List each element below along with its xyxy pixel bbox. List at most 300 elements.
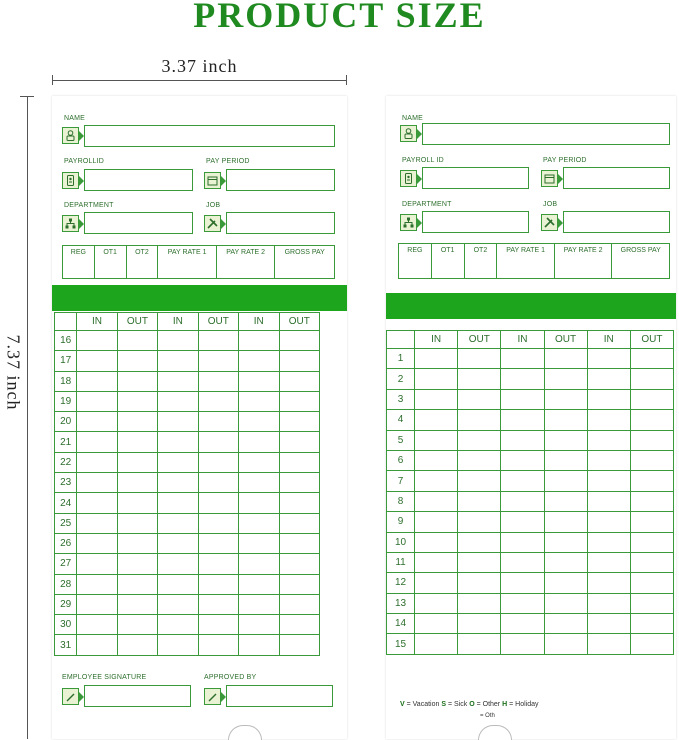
time-cell[interactable] bbox=[544, 532, 587, 552]
department-label: DEPARTMENT bbox=[402, 201, 452, 208]
table-row bbox=[387, 450, 674, 470]
time-cell[interactable] bbox=[279, 574, 319, 594]
time-cell[interactable] bbox=[198, 513, 238, 533]
pay-col-ot2: OT2 bbox=[127, 246, 159, 278]
time-cell[interactable] bbox=[198, 574, 238, 594]
time-cell[interactable] bbox=[501, 430, 544, 450]
time-col-header: IN bbox=[501, 331, 544, 349]
time-grid-right bbox=[386, 330, 674, 655]
time-cell[interactable] bbox=[415, 349, 458, 369]
pay-summary-table bbox=[62, 245, 335, 279]
card-notch bbox=[478, 725, 512, 740]
time-cell[interactable] bbox=[587, 430, 630, 450]
time-cell[interactable] bbox=[630, 573, 673, 593]
grid-corner bbox=[55, 313, 77, 331]
legend-o-key: O bbox=[469, 701, 475, 708]
time-cell[interactable] bbox=[117, 493, 157, 513]
time-cell[interactable] bbox=[279, 391, 319, 411]
time-cell[interactable] bbox=[501, 369, 544, 389]
day-number: 3 bbox=[387, 389, 415, 409]
table-row bbox=[55, 412, 320, 432]
time-cell[interactable] bbox=[458, 389, 501, 409]
time-cell[interactable] bbox=[239, 615, 279, 635]
table-row bbox=[55, 635, 320, 655]
time-cell[interactable] bbox=[630, 491, 673, 511]
table-row bbox=[387, 349, 674, 369]
name-field[interactable] bbox=[422, 123, 670, 145]
time-cell[interactable] bbox=[630, 532, 673, 552]
time-card-left bbox=[52, 96, 347, 739]
time-grid-left bbox=[54, 312, 320, 656]
table-row bbox=[387, 573, 674, 593]
time-cell[interactable] bbox=[239, 391, 279, 411]
time-cell[interactable] bbox=[158, 594, 198, 614]
time-cell[interactable] bbox=[415, 532, 458, 552]
time-cell[interactable] bbox=[587, 552, 630, 572]
time-cell[interactable] bbox=[544, 471, 587, 491]
table-row bbox=[55, 554, 320, 574]
time-cell[interactable] bbox=[458, 512, 501, 532]
time-cell[interactable] bbox=[117, 331, 157, 351]
time-cell[interactable] bbox=[158, 513, 198, 533]
time-cell[interactable] bbox=[158, 391, 198, 411]
time-cell[interactable] bbox=[587, 634, 630, 654]
pay-col-ot1: OT1 bbox=[432, 244, 465, 278]
table-row bbox=[387, 430, 674, 450]
time-cell[interactable] bbox=[77, 574, 117, 594]
time-cell[interactable] bbox=[198, 615, 238, 635]
pay-col-rate2: PAY RATE 2 bbox=[217, 246, 276, 278]
time-cell[interactable] bbox=[77, 371, 117, 391]
payroll-id-label: PAYROLL ID bbox=[402, 157, 444, 164]
time-cell[interactable] bbox=[415, 450, 458, 470]
time-cell[interactable] bbox=[117, 371, 157, 391]
time-cell[interactable] bbox=[158, 351, 198, 371]
time-cell[interactable] bbox=[198, 473, 238, 493]
time-cell[interactable] bbox=[279, 635, 319, 655]
time-cell[interactable] bbox=[158, 554, 198, 574]
day-number: 4 bbox=[387, 410, 415, 430]
department-field[interactable] bbox=[422, 211, 529, 233]
time-cell[interactable] bbox=[458, 532, 501, 552]
time-cell[interactable] bbox=[544, 552, 587, 572]
approved-by-label: APPROVED BY bbox=[204, 674, 257, 681]
table-row bbox=[387, 512, 674, 532]
time-cell[interactable] bbox=[239, 513, 279, 533]
time-cell[interactable] bbox=[77, 331, 117, 351]
day-number: 25 bbox=[55, 513, 77, 533]
time-cell[interactable] bbox=[239, 432, 279, 452]
day-number: 2 bbox=[387, 369, 415, 389]
day-number: 18 bbox=[55, 371, 77, 391]
time-cell[interactable] bbox=[544, 512, 587, 532]
time-cell[interactable] bbox=[198, 554, 238, 574]
time-cell[interactable] bbox=[77, 615, 117, 635]
time-cell[interactable] bbox=[77, 351, 117, 371]
time-cell[interactable] bbox=[501, 389, 544, 409]
time-cell[interactable] bbox=[458, 349, 501, 369]
time-cell[interactable] bbox=[501, 349, 544, 369]
day-number: 30 bbox=[55, 615, 77, 635]
height-dimension-label: 7.37 inch bbox=[3, 334, 24, 411]
pay-col-rate2: PAY RATE 2 bbox=[555, 244, 613, 278]
table-row bbox=[55, 493, 320, 513]
time-cell[interactable] bbox=[458, 573, 501, 593]
day-number: 31 bbox=[55, 635, 77, 655]
time-cell[interactable] bbox=[415, 593, 458, 613]
time-cell[interactable] bbox=[415, 369, 458, 389]
legend-line bbox=[400, 701, 539, 708]
time-cell[interactable] bbox=[415, 491, 458, 511]
time-cell[interactable] bbox=[279, 432, 319, 452]
time-card-right bbox=[386, 96, 676, 739]
time-cell[interactable] bbox=[158, 412, 198, 432]
time-cell[interactable] bbox=[544, 593, 587, 613]
time-cell[interactable] bbox=[198, 371, 238, 391]
time-cell[interactable] bbox=[198, 635, 238, 655]
tools-icon bbox=[204, 215, 221, 232]
time-cell[interactable] bbox=[158, 473, 198, 493]
day-number: 1 bbox=[387, 349, 415, 369]
width-dimension-label: 3.37 inch bbox=[161, 56, 238, 76]
time-cell[interactable] bbox=[544, 430, 587, 450]
day-number: 28 bbox=[55, 574, 77, 594]
department-field[interactable] bbox=[84, 212, 193, 234]
time-cell[interactable] bbox=[279, 594, 319, 614]
time-cell[interactable] bbox=[117, 432, 157, 452]
pay-period-label: PAY PERIOD bbox=[543, 157, 587, 164]
day-number: 15 bbox=[387, 634, 415, 654]
time-cell[interactable] bbox=[458, 430, 501, 450]
time-cell[interactable] bbox=[501, 491, 544, 511]
time-cell[interactable] bbox=[279, 554, 319, 574]
time-cell[interactable] bbox=[117, 635, 157, 655]
payroll-id-field[interactable] bbox=[84, 169, 193, 191]
day-number: 10 bbox=[387, 532, 415, 552]
day-number: 13 bbox=[387, 593, 415, 613]
day-number: 24 bbox=[55, 493, 77, 513]
time-cell[interactable] bbox=[544, 389, 587, 409]
time-cell[interactable] bbox=[77, 594, 117, 614]
time-cell[interactable] bbox=[239, 371, 279, 391]
time-cell[interactable] bbox=[198, 351, 238, 371]
table-row bbox=[55, 473, 320, 493]
time-cell[interactable] bbox=[501, 471, 544, 491]
time-cell[interactable] bbox=[458, 491, 501, 511]
time-cell[interactable] bbox=[630, 593, 673, 613]
time-cell[interactable] bbox=[279, 371, 319, 391]
time-col-header: OUT bbox=[117, 313, 157, 331]
calendar-icon bbox=[541, 170, 558, 187]
time-cell[interactable] bbox=[415, 410, 458, 430]
time-cell[interactable] bbox=[501, 512, 544, 532]
tools-icon bbox=[541, 214, 558, 231]
employee-signature-field[interactable] bbox=[84, 685, 191, 707]
time-cell[interactable] bbox=[198, 331, 238, 351]
time-cell[interactable] bbox=[117, 594, 157, 614]
time-cell[interactable] bbox=[239, 574, 279, 594]
time-cell[interactable] bbox=[415, 389, 458, 409]
time-cell[interactable] bbox=[587, 532, 630, 552]
table-row bbox=[55, 432, 320, 452]
time-cell[interactable] bbox=[117, 533, 157, 553]
day-number: 11 bbox=[387, 552, 415, 572]
time-cell[interactable] bbox=[501, 614, 544, 634]
time-cell[interactable] bbox=[544, 573, 587, 593]
pen-icon bbox=[62, 688, 79, 705]
day-number: 17 bbox=[55, 351, 77, 371]
time-cell[interactable] bbox=[279, 615, 319, 635]
time-cell[interactable] bbox=[77, 513, 117, 533]
time-cell[interactable] bbox=[158, 574, 198, 594]
time-cell[interactable] bbox=[587, 593, 630, 613]
time-cell[interactable] bbox=[501, 410, 544, 430]
pen-icon bbox=[204, 688, 221, 705]
time-cell[interactable] bbox=[587, 369, 630, 389]
org-chart-icon bbox=[62, 215, 79, 232]
width-dimension-line bbox=[52, 80, 347, 81]
time-cell[interactable] bbox=[587, 512, 630, 532]
time-cell[interactable] bbox=[415, 634, 458, 654]
green-band bbox=[386, 293, 676, 319]
time-cell[interactable] bbox=[630, 614, 673, 634]
day-number: 5 bbox=[387, 430, 415, 450]
time-cell[interactable] bbox=[587, 614, 630, 634]
time-cell[interactable] bbox=[630, 430, 673, 450]
time-cell[interactable] bbox=[279, 331, 319, 351]
time-cell[interactable] bbox=[279, 473, 319, 493]
time-cell[interactable] bbox=[239, 635, 279, 655]
width-tick-right bbox=[346, 75, 347, 85]
time-cell[interactable] bbox=[544, 349, 587, 369]
time-cell[interactable] bbox=[415, 552, 458, 572]
time-cell[interactable] bbox=[117, 473, 157, 493]
green-band bbox=[52, 285, 347, 311]
table-row bbox=[55, 533, 320, 553]
time-cell[interactable] bbox=[544, 634, 587, 654]
time-cell[interactable] bbox=[587, 471, 630, 491]
name-label: NAME bbox=[64, 115, 86, 122]
time-cell[interactable] bbox=[239, 473, 279, 493]
time-cell[interactable] bbox=[158, 493, 198, 513]
org-chart-icon bbox=[400, 214, 417, 231]
time-col-header: IN bbox=[158, 313, 198, 331]
time-cell[interactable] bbox=[158, 635, 198, 655]
time-cell[interactable] bbox=[458, 450, 501, 470]
time-cell[interactable] bbox=[198, 594, 238, 614]
time-cell[interactable] bbox=[77, 554, 117, 574]
time-cell[interactable] bbox=[117, 351, 157, 371]
time-cell[interactable] bbox=[117, 554, 157, 574]
time-cell[interactable] bbox=[630, 512, 673, 532]
time-cell[interactable] bbox=[544, 450, 587, 470]
time-cell[interactable] bbox=[198, 533, 238, 553]
time-cell[interactable] bbox=[117, 412, 157, 432]
time-cell[interactable] bbox=[587, 491, 630, 511]
time-cell[interactable] bbox=[630, 389, 673, 409]
time-col-header: OUT bbox=[630, 331, 673, 349]
time-cell[interactable] bbox=[239, 554, 279, 574]
table-row bbox=[387, 471, 674, 491]
name-field[interactable] bbox=[84, 125, 335, 147]
time-cell[interactable] bbox=[587, 349, 630, 369]
time-cell[interactable] bbox=[198, 452, 238, 472]
time-cell[interactable] bbox=[279, 452, 319, 472]
time-cell[interactable] bbox=[458, 552, 501, 572]
time-cell[interactable] bbox=[198, 391, 238, 411]
legend-partial: = Oth bbox=[480, 713, 495, 719]
time-cell[interactable] bbox=[279, 351, 319, 371]
id-badge-icon bbox=[400, 170, 417, 187]
pay-col-gross: GROSS PAY bbox=[284, 249, 325, 256]
table-row bbox=[387, 532, 674, 552]
day-number: 9 bbox=[387, 512, 415, 532]
time-cell[interactable] bbox=[544, 614, 587, 634]
pay-col-ot2: OT2 bbox=[465, 244, 498, 278]
time-cell[interactable] bbox=[458, 369, 501, 389]
time-cell[interactable] bbox=[77, 452, 117, 472]
table-row bbox=[55, 513, 320, 533]
time-cell[interactable] bbox=[415, 430, 458, 450]
job-label: JOB bbox=[543, 201, 558, 208]
time-cell[interactable] bbox=[117, 391, 157, 411]
time-cell[interactable] bbox=[458, 634, 501, 654]
legend-h-text: = Holiday bbox=[509, 701, 539, 708]
time-cell[interactable] bbox=[587, 410, 630, 430]
person-icon bbox=[62, 127, 79, 144]
time-cell[interactable] bbox=[630, 369, 673, 389]
payroll-id-field[interactable] bbox=[422, 167, 529, 189]
day-number: 16 bbox=[55, 331, 77, 351]
time-cell[interactable] bbox=[158, 615, 198, 635]
time-cell[interactable] bbox=[77, 635, 117, 655]
pay-col-rate1: PAY RATE 1 bbox=[497, 244, 555, 278]
time-col-header: OUT bbox=[544, 331, 587, 349]
time-cell[interactable] bbox=[630, 552, 673, 572]
time-cell[interactable] bbox=[501, 573, 544, 593]
time-cell[interactable] bbox=[630, 410, 673, 430]
calendar-icon bbox=[204, 172, 221, 189]
time-cell[interactable] bbox=[117, 574, 157, 594]
time-cell[interactable] bbox=[501, 552, 544, 572]
id-badge-icon bbox=[62, 172, 79, 189]
legend-o-text: = Other bbox=[476, 701, 501, 708]
time-cell[interactable] bbox=[239, 452, 279, 472]
table-row bbox=[387, 614, 674, 634]
time-cell[interactable] bbox=[501, 634, 544, 654]
pay-period-field[interactable] bbox=[563, 167, 670, 189]
time-cell[interactable] bbox=[239, 351, 279, 371]
time-cell[interactable] bbox=[198, 412, 238, 432]
time-cell[interactable] bbox=[77, 473, 117, 493]
time-cell[interactable] bbox=[198, 432, 238, 452]
time-cell[interactable] bbox=[587, 573, 630, 593]
time-cell[interactable] bbox=[415, 512, 458, 532]
time-cell[interactable] bbox=[77, 533, 117, 553]
time-cell[interactable] bbox=[630, 471, 673, 491]
time-cell[interactable] bbox=[158, 533, 198, 553]
time-cell[interactable] bbox=[117, 615, 157, 635]
time-cell[interactable] bbox=[630, 450, 673, 470]
day-number: 8 bbox=[387, 491, 415, 511]
pay-period-field[interactable] bbox=[226, 169, 335, 191]
time-cell[interactable] bbox=[279, 533, 319, 553]
time-cell[interactable] bbox=[544, 491, 587, 511]
time-cell[interactable] bbox=[458, 410, 501, 430]
time-cell[interactable] bbox=[415, 471, 458, 491]
time-cell[interactable] bbox=[77, 493, 117, 513]
time-cell[interactable] bbox=[239, 533, 279, 553]
time-cell[interactable] bbox=[117, 452, 157, 472]
table-row bbox=[387, 410, 674, 430]
time-cell[interactable] bbox=[158, 371, 198, 391]
time-cell[interactable] bbox=[458, 593, 501, 613]
time-cell[interactable] bbox=[544, 410, 587, 430]
time-col-header: OUT bbox=[198, 313, 238, 331]
time-cell[interactable] bbox=[458, 614, 501, 634]
time-col-header: OUT bbox=[458, 331, 501, 349]
time-cell[interactable] bbox=[239, 331, 279, 351]
day-number: 19 bbox=[55, 391, 77, 411]
table-row bbox=[55, 615, 320, 635]
time-cell[interactable] bbox=[198, 493, 238, 513]
table-row bbox=[387, 491, 674, 511]
time-cell[interactable] bbox=[239, 493, 279, 513]
time-cell[interactable] bbox=[587, 389, 630, 409]
time-cell[interactable] bbox=[239, 594, 279, 614]
job-field[interactable] bbox=[226, 212, 335, 234]
card-notch bbox=[228, 725, 262, 740]
time-cell[interactable] bbox=[279, 493, 319, 513]
day-number: 14 bbox=[387, 614, 415, 634]
time-cell[interactable] bbox=[630, 349, 673, 369]
day-number: 20 bbox=[55, 412, 77, 432]
time-cell[interactable] bbox=[587, 450, 630, 470]
time-col-header: IN bbox=[77, 313, 117, 331]
person-icon bbox=[400, 125, 417, 142]
time-cell[interactable] bbox=[544, 369, 587, 389]
job-label: JOB bbox=[206, 202, 221, 209]
approved-by-field[interactable] bbox=[226, 685, 333, 707]
day-number: 23 bbox=[55, 473, 77, 493]
time-cell[interactable] bbox=[77, 432, 117, 452]
time-cell[interactable] bbox=[158, 331, 198, 351]
time-cell[interactable] bbox=[458, 471, 501, 491]
time-cell[interactable] bbox=[77, 412, 117, 432]
time-cell[interactable] bbox=[239, 412, 279, 432]
table-row bbox=[387, 369, 674, 389]
employee-signature-label: EMPLOYEE SIGNATURE bbox=[62, 674, 147, 681]
time-cell[interactable] bbox=[117, 513, 157, 533]
time-cell[interactable] bbox=[77, 391, 117, 411]
legend-v-text: = Vacation bbox=[406, 701, 440, 708]
table-row bbox=[55, 351, 320, 371]
time-cell[interactable] bbox=[279, 513, 319, 533]
time-cell[interactable] bbox=[630, 634, 673, 654]
time-cell[interactable] bbox=[279, 412, 319, 432]
time-cell[interactable] bbox=[415, 614, 458, 634]
time-cell[interactable] bbox=[158, 452, 198, 472]
job-field[interactable] bbox=[563, 211, 670, 233]
time-cell[interactable] bbox=[501, 593, 544, 613]
time-cell[interactable] bbox=[501, 532, 544, 552]
time-cell[interactable] bbox=[158, 432, 198, 452]
legend-s-key: S bbox=[441, 701, 447, 708]
time-cell[interactable] bbox=[415, 573, 458, 593]
day-number: 12 bbox=[387, 573, 415, 593]
time-cell[interactable] bbox=[501, 450, 544, 470]
pay-summary-table bbox=[398, 243, 670, 279]
